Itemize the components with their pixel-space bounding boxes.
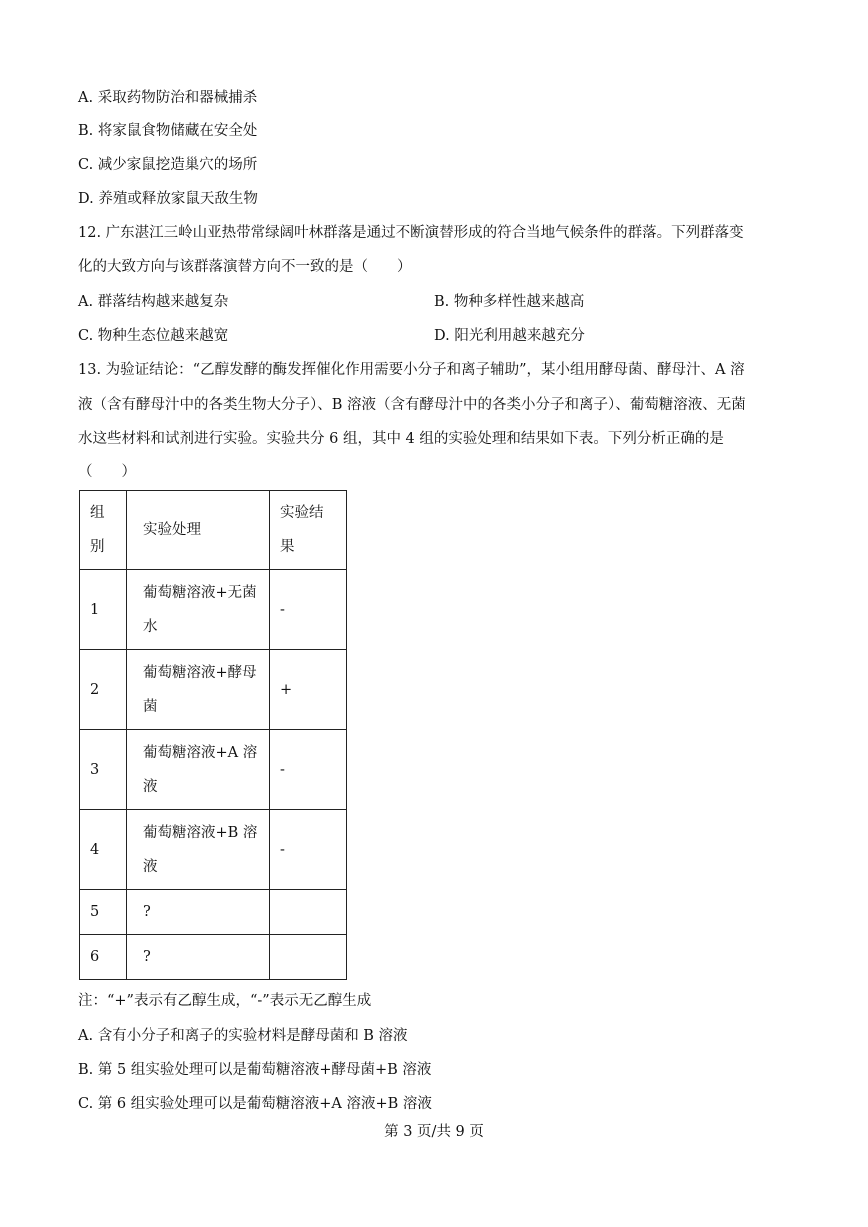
table-note: 注：“+”表示有乙醇生成，“-”表示无乙醇生成 <box>78 993 372 1009</box>
page-footer: 第 3 页/共 9 页 <box>384 1124 484 1140</box>
treatment-line1: 葡萄糖溶液+酵母 <box>143 664 257 681</box>
q12-stem-line2: 化的大致方向与该群落演替方向不一致的是（ ） <box>78 259 412 275</box>
group-cell: 1 <box>80 570 127 650</box>
treatment-line2: 液 <box>143 778 158 795</box>
table-row <box>80 730 347 810</box>
experiment-table <box>79 490 347 980</box>
q13-stem-line4: （ ） <box>78 464 136 480</box>
q13-option-b: B. 第 5 组实验处理可以是葡萄糖溶液+酵母菌+B 溶液 <box>78 1062 432 1078</box>
treatment-cell <box>127 650 270 730</box>
q13-option-c: C. 第 6 组实验处理可以是葡萄糖溶液+A 溶液+B 溶液 <box>78 1096 432 1112</box>
q12-option-d: D. 阳光利用越来越充分 <box>434 328 585 344</box>
result-cell: - <box>270 730 347 810</box>
treatment-line1: 葡萄糖溶液+B 溶 <box>143 824 258 841</box>
group-cell: 2 <box>80 650 127 730</box>
q12-option-c: C. 物种生态位越来越宽 <box>78 328 229 344</box>
result-cell: - <box>270 810 347 890</box>
q11-option-b: B. 将家鼠食物储藏在安全处 <box>78 123 258 139</box>
result-cell <box>270 890 347 935</box>
group-cell: 4 <box>80 810 127 890</box>
treatment-cell: ? <box>127 935 270 980</box>
table-header-row <box>80 491 347 570</box>
q13-stem-line1: 13. 为验证结论：“乙醇发酵的酶发挥催化作用需要小分子和离子辅助”，某小组用酵母菌、酵母汁、A 溶 <box>78 362 745 378</box>
table-row <box>80 810 347 890</box>
header-group-line1: 组 <box>90 505 105 521</box>
result-cell <box>270 935 347 980</box>
header-group-line2: 别 <box>90 539 105 555</box>
treatment-line2: 水 <box>143 618 158 635</box>
header-result <box>270 491 347 570</box>
q12-stem-line1: 12. 广东湛江三岭山亚热带常绿阔叶林群落是通过不断演替形成的符合当地气候条件的群落。下列群落变 <box>78 225 744 241</box>
result-cell: - <box>270 570 347 650</box>
q11-option-a: A. 采取药物防治和器械捕杀 <box>78 90 258 106</box>
result-cell: + <box>270 650 347 730</box>
table-row <box>80 935 347 980</box>
header-group <box>80 491 127 570</box>
q12-option-b: B. 物种多样性越来越高 <box>434 294 585 310</box>
treatment-line1: 葡萄糖溶液+无菌 <box>143 584 257 601</box>
table-row <box>80 650 347 730</box>
header-result-line2: 果 <box>280 539 295 555</box>
treatment-line2: 菌 <box>143 698 158 715</box>
treatment-cell <box>127 810 270 890</box>
q11-option-c: C. 减少家鼠挖造巢穴的场所 <box>78 157 258 173</box>
q13-stem-line2: 液（含有酵母汁中的各类生物大分子）、B 溶液（含有酵母汁中的各类小分子和离子）、葡萄糖溶液、无菌 <box>78 397 746 413</box>
header-treatment: 实验处理 <box>127 491 270 570</box>
treatment-cell <box>127 570 270 650</box>
group-cell: 3 <box>80 730 127 810</box>
table-row <box>80 890 347 935</box>
table-row <box>80 570 347 650</box>
treatment-cell: ? <box>127 890 270 935</box>
treatment-cell <box>127 730 270 810</box>
group-cell: 5 <box>80 890 127 935</box>
q13-stem-line3: 水这些材料和试剂进行实验。实验共分 6 组，其中 4 组的实验处理和结果如下表。下列分析正确的是 <box>78 431 724 447</box>
group-cell: 6 <box>80 935 127 980</box>
treatment-line2: 液 <box>143 858 158 875</box>
header-result-line1: 实验结 <box>280 505 324 521</box>
treatment-line1: 葡萄糖溶液+A 溶 <box>143 744 258 761</box>
q11-option-d: D. 养殖或释放家鼠天敌生物 <box>78 191 258 207</box>
q13-option-a: A. 含有小分子和离子的实验材料是酵母菌和 B 溶液 <box>78 1028 408 1044</box>
q12-option-a: A. 群落结构越来越复杂 <box>78 294 229 310</box>
